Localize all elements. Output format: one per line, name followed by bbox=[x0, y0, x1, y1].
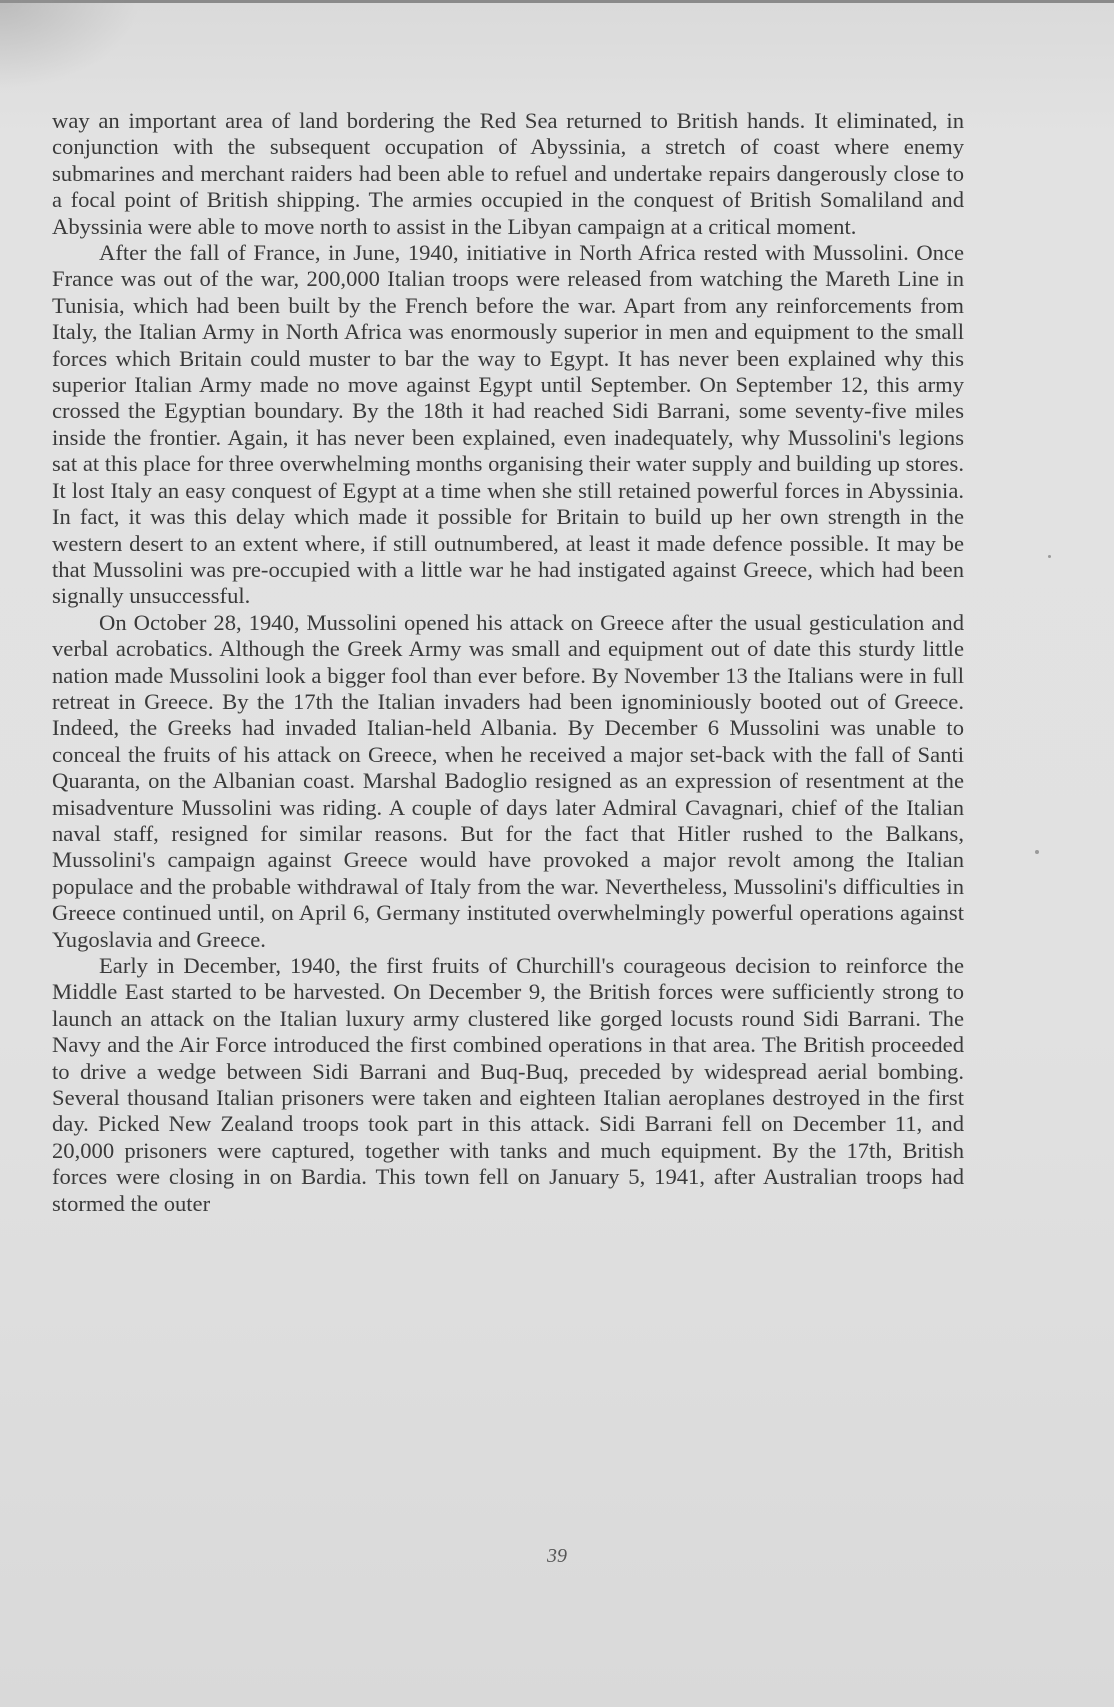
paragraph-4: Early in December, 1940, the first fruits of Churchill's courageous decision to reinforce the Middle East started to be harvested. On December 9, the British forces were sufficiently strong to launch an attack on the Italian luxury army clustered like gorged locusts round Sidi Barrani. The Navy and the Air Force introduced the first combined operations in that area. The British proceeded to drive a wedge between Sidi Barrani and Buq-Buq, preceded by widespread aerial bombing. Several thousand Italian prisoners were taken and eighteen Italian aeroplanes destroyed in the first day. Picked New Zealand troops took part in this attack. Sidi Barrani fell on December 11, and 20,000 prisoners were captured, together with tanks and much equipment. By the 17th, British forces were closing in on Bardia. This town fell on January 5, 1941, after Australian troops had stormed the outer bbox=[52, 953, 964, 1216]
paragraph-2: After the fall of France, in June, 1940, initiative in North Africa rested with Mussolini. Once France was out of the war, 200,000 Italian troops were released from watching the Mareth Line in Tunisia, which had been built by the French before the war. Apart from any reinforcements from Italy, the Italian Army in North Africa was enormously superior in men and equipment to the small forces which Britain could muster to bar the way to Egypt. It has never been explained why this superior Italian Army made no move against Egypt until September. On September 12, this army crossed the Egyptian boundary. By the 18th it had reached Sidi Barrani, some seventy-five miles inside the frontier. Again, it has never been explained, even inadequately, why Mussolini's legions sat at this place for three overwhelming months organising their water supply and building up stores. It lost Italy an easy conquest of Egypt at a time when she still retained powerful forces in Abyssinia. In fact, it was this delay which made it possible for Britain to build up her own strength in the western desert to an extent where, if still outnumbered, at least it made defence possible. It may be that Mussolini was pre-occupied with a little war he had instigated against Greece, which had been signally unsuccessful. bbox=[52, 240, 964, 609]
paragraph-3: On October 28, 1940, Mussolini opened his attack on Greece after the usual gesticulation and verbal acrobatics. Although the Greek Army was small and equipment out of date this sturdy little nation made Mussolini look a bigger fool than ever before. By November 13 the Italians were in full retreat in Greece. By the 17th the Italian invaders had been ignominiously booted out of Greece. Indeed, the Greeks had invaded Italian-held Albania. By December 6 Mussolini was unable to conceal the fruits of his attack on Greece, when he received a major set-back with the fall of Santi Quaranta, on the Albanian coast. Marshal Badoglio resigned as an expression of resentment at the misadventure Mussolini was riding. A couple of days later Admiral Cavagnari, chief of the Italian naval staff, resigned for similar reasons. But for the fact that Hitler rushed to the Balkans, Mussolini's campaign against Greece would have provoked a major revolt among the Italian populace and the probable withdrawal of Italy from the war. Nevertheless, Mussolini's difficulties in Greece continued until, on April 6, Germany instituted overwhelmingly powerful operations against Yugoslavia and Greece. bbox=[52, 609, 964, 952]
body-text bbox=[52, 108, 964, 1217]
page-number: 39 bbox=[547, 1545, 567, 1567]
page-top-edge bbox=[0, 0, 1114, 3]
paragraph-1: way an important area of land bordering the Red Sea returned to British hands. It eliminated, in conjunction with the subsequent occupation of Abyssinia, a stretch of coast where enemy submarines and merchant raiders had been able to refuel and undertake repairs dangerously close to a focal point of British shipping. The armies occupied in the conquest of British Somaliland and Abyssinia were able to move north to assist in the Libyan campaign at a critical moment. bbox=[52, 108, 964, 239]
paper-speck bbox=[1048, 555, 1051, 558]
paper-speck bbox=[1035, 850, 1039, 854]
corner-shadow bbox=[0, 0, 140, 90]
